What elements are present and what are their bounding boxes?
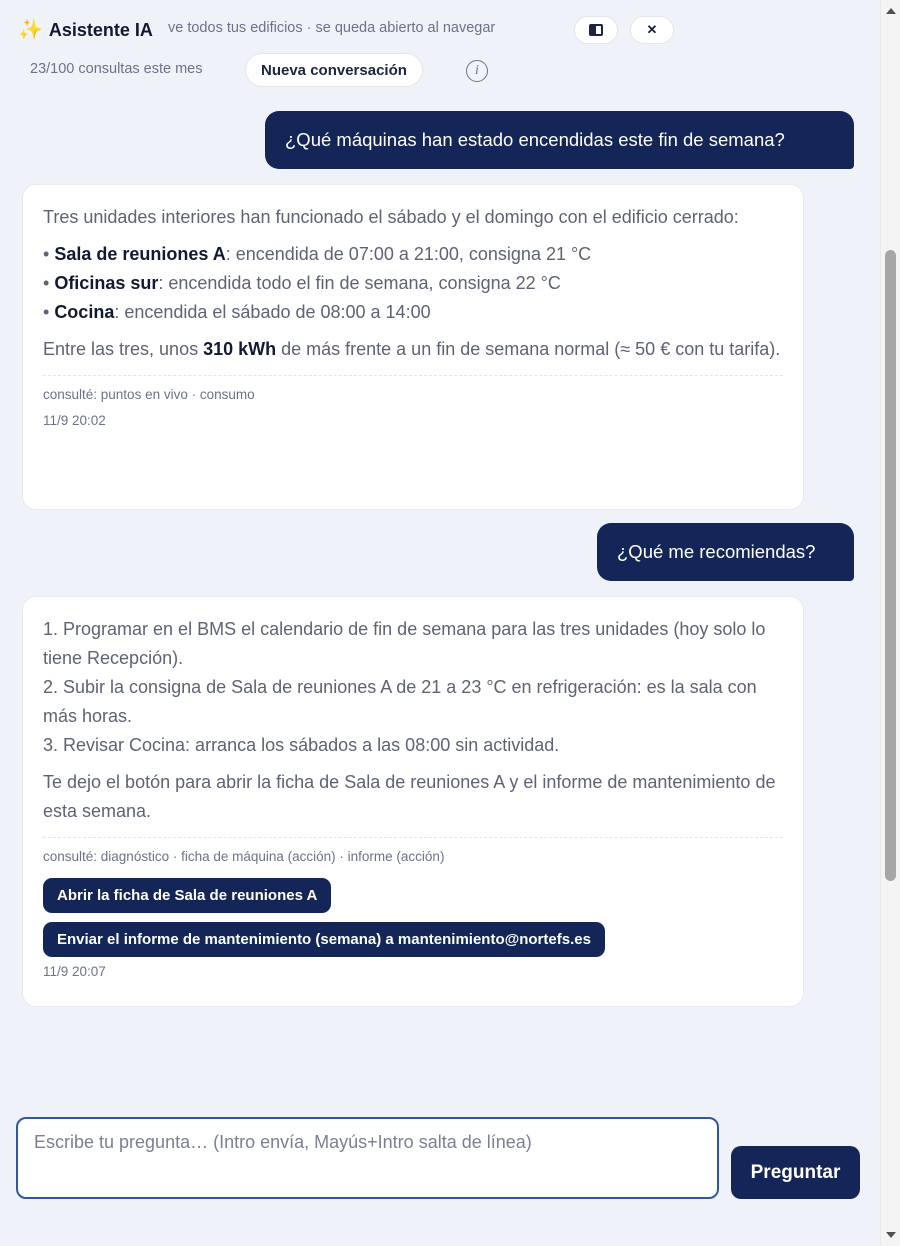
machine-detail: : encendida el sábado de 08:00 a 14:00 (114, 302, 431, 322)
summary-pre: Entre las tres, unos (43, 339, 204, 359)
panel-subtitle: ve todos tus edificios · se queda abierto al navegar (168, 20, 496, 36)
message-timestamp: 11/9 20:02 (43, 413, 106, 428)
panel-title (18, 16, 153, 44)
ask-button[interactable]: Preguntar (731, 1146, 860, 1199)
user-message (597, 523, 854, 581)
machine-name: Oficinas sur (54, 273, 159, 293)
machine-name: Cocina (54, 302, 115, 322)
machine-list (43, 240, 783, 327)
title-text: Asistente IA (48, 19, 153, 40)
info-icon[interactable]: i (466, 60, 488, 82)
scroll-up-arrow-icon[interactable] (886, 8, 896, 14)
assistant-closing: Te dejo el botón para abrir la ficha de Sala de reuniones A y el informe de mantenimiento de esta semana. (43, 772, 776, 821)
recommendation-step: 2. Subir la consigna de Sala de reuniones A de 21 a 23 °C en refrigeración: es la sala con más horas. (43, 677, 757, 726)
summary-post: de más frente a un fin de semana normal (≈ 50 € con tu tarifa). (276, 339, 781, 359)
usage-counter: 23/100 consultas este mes (30, 61, 203, 77)
send-maintenance-report-button[interactable]: Enviar el informe de mantenimiento (semana) a mantenimiento@nortefs.es (43, 922, 605, 957)
message-timestamp: 11/9 20:07 (43, 964, 106, 979)
recommendation-step: 3. Revisar Cocina: arranca los sábados a las 08:00 sin actividad. (43, 735, 560, 755)
sparkles-icon: ✨ (18, 19, 43, 41)
dock-toggle-button[interactable] (574, 16, 618, 44)
open-machine-card-button[interactable]: Abrir la ficha de Sala de reuniones A (43, 878, 331, 913)
divider (43, 375, 783, 376)
assistant-intro: Tres unidades interiores han funcionado el sábado y el domingo con el edificio cerrado: (43, 207, 739, 227)
divider (43, 837, 783, 838)
assistant-summary (43, 335, 783, 364)
machine-name: Sala de reuniones A (54, 244, 226, 264)
recommendation-step: 1. Programar en el BMS el calendario de fin de semana para las tres unidades (hoy solo lo tiene Recepción). (43, 619, 766, 668)
close-button[interactable] (630, 16, 674, 44)
new-conversation-button[interactable]: Nueva conversación (245, 53, 423, 87)
sources-consulted: consulté: puntos en vivo · consumo (43, 387, 255, 402)
machine-detail: : encendida de 07:00 a 21:00, consigna 21 °C (225, 244, 592, 264)
summary-energy: 310 kWh (203, 339, 277, 359)
list-item: • Sala de reuniones A: encendida de 07:00 a 21:00, consigna 21 °C (43, 244, 592, 264)
machine-detail: : encendida todo el fin de semana, consigna 22 °C (158, 273, 561, 293)
scrollbar[interactable] (880, 0, 900, 1246)
sources-consulted: consulté: diagnóstico · ficha de máquina (acción) · informe (acción) (43, 849, 445, 864)
scroll-down-arrow-icon[interactable] (886, 1232, 896, 1238)
assistant-message (22, 184, 804, 510)
scrollbar-thumb[interactable] (885, 250, 896, 881)
user-message (265, 111, 854, 169)
assistant-message (22, 596, 804, 1007)
list-item: • Oficinas sur: encendida todo el fin de semana, consigna 22 °C (43, 273, 561, 293)
user-message-text: ¿Qué máquinas han estado encendidas este fin de semana? (285, 129, 785, 150)
user-message-text: ¿Qué me recomiendas? (617, 541, 816, 562)
list-item: • Cocina: encendida el sábado de 08:00 a 14:00 (43, 302, 431, 322)
question-input[interactable] (16, 1117, 719, 1199)
dock-side-icon (589, 24, 603, 36)
close-icon: ✕ (646, 22, 658, 37)
